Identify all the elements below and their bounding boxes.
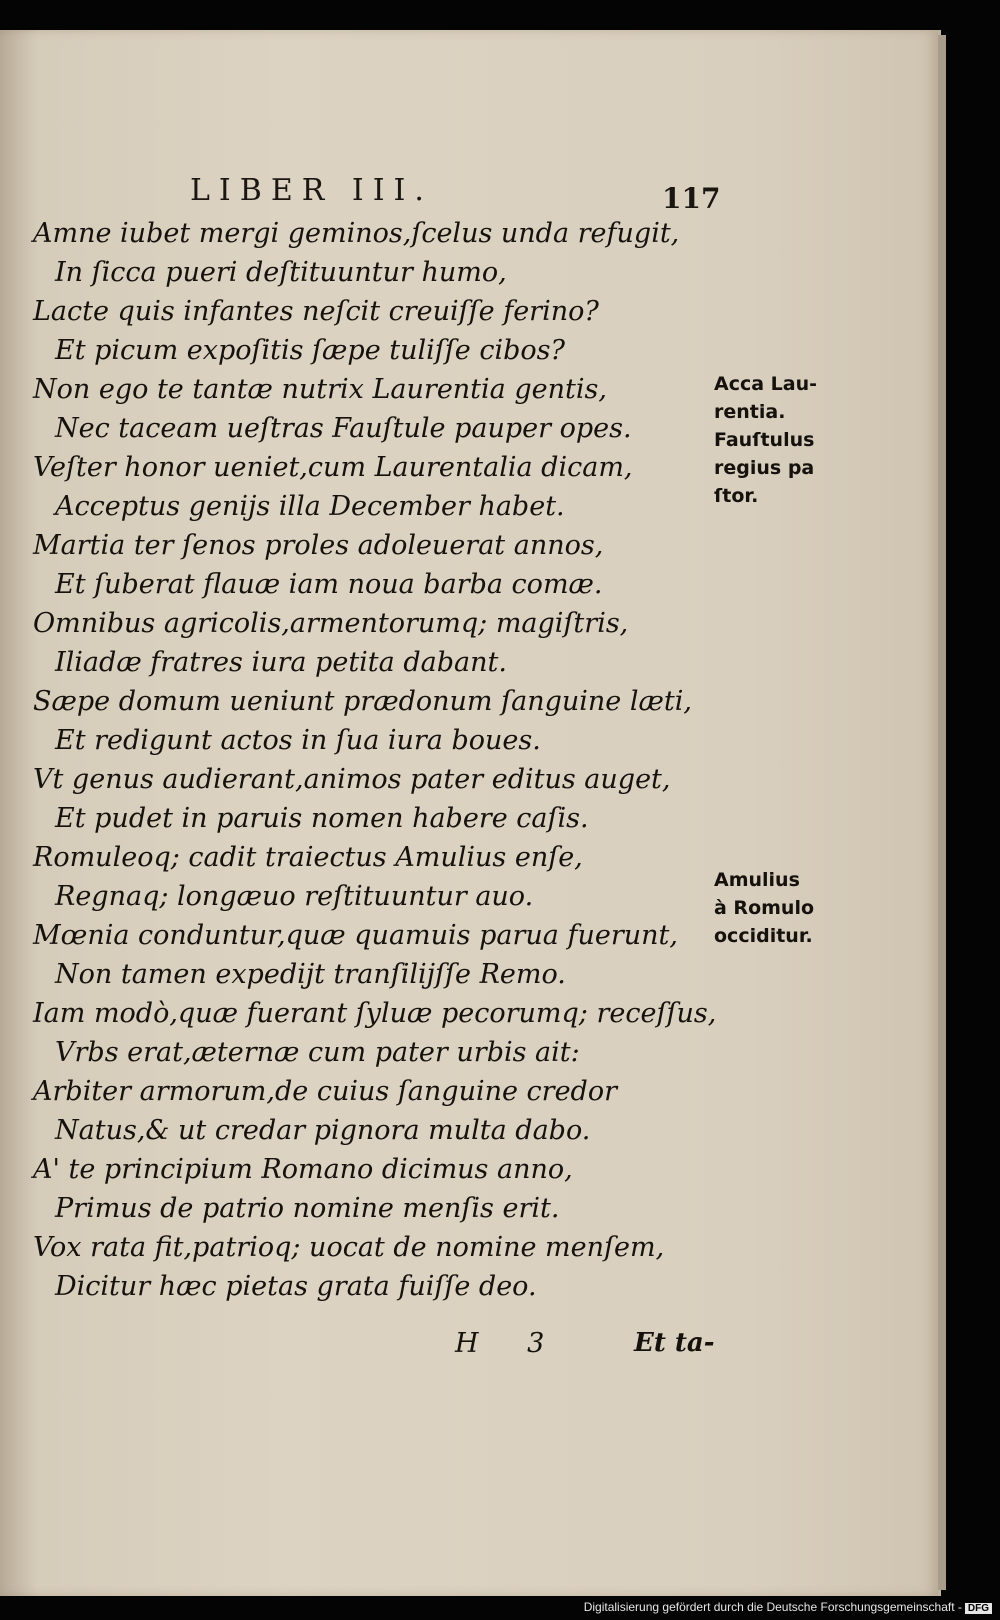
verse-line: Vrbs erat,æternæ cum pater urbis ait: <box>55 1037 580 1068</box>
verse-line: Vox rata fit,patrioq; uocat de nomine menſem, <box>33 1232 665 1263</box>
verse-line: Non tamen expedijt tranſilijſſe Remo. <box>55 959 566 990</box>
credit-text: Digitalisierung gefördert durch die Deutsche Forschungsgemeinschaft - <box>583 1600 962 1614</box>
margin-note-line: ſtor. <box>714 485 759 507</box>
verse-line: Martia ter ſenos proles adoleuerat annos, <box>33 530 604 561</box>
verse-line: Regnaq; longæuo reſtituuntur auo. <box>55 881 534 912</box>
margin-note-line: regius pa <box>714 457 815 479</box>
verse-line: Vt genus audierant,animos pater editus auget, <box>33 764 671 795</box>
verse-line: Amne iubet mergi geminos,ſcelus unda refugit, <box>33 218 680 249</box>
verse-line: Iam modò,quæ fuerant ſyluæ pecorumq; receſſus, <box>33 998 717 1029</box>
margin-note-line: occiditur. <box>714 925 813 947</box>
verse-line: Romuleoq; cadit traiectus Amulius enſe, <box>33 842 583 873</box>
verse-line: Nec taceam ueſtras Fauſtule pauper opes. <box>55 413 632 444</box>
verse-line: In ſicca pueri deſtituuntur humo, <box>55 257 507 288</box>
digitization-credit <box>584 1600 992 1614</box>
margin-note-amulius <box>714 866 814 950</box>
signature-mark: H 3 <box>455 1328 545 1359</box>
verse-line: Dicitur hæc pietas grata fuiſſe deo. <box>55 1271 537 1302</box>
verse-line: Et redigunt actos in ſua iura boues. <box>55 725 541 756</box>
margin-note-line: rentia. <box>714 401 786 423</box>
verse-line: Et ſuberat flauæ iam noua barba comæ. <box>55 569 603 600</box>
verse-line: Veſter honor ueniet,cum Laurentalia dicam, <box>33 452 633 483</box>
verse-line: Primus de patrio nomine menſis erit. <box>55 1193 560 1224</box>
verse-line: Et picum expoſitis ſæpe tuliſſe cibos? <box>55 335 565 366</box>
verse-line: A' te principium Romano dicimus anno, <box>33 1154 573 1185</box>
verse-line: Omnibus agricolis,armentorumq; magiſtris, <box>33 608 629 639</box>
verse-line: Acceptus genijs illa December habet. <box>55 491 565 522</box>
dfg-logo: DFG <box>965 1603 992 1614</box>
verse-line: Natus,& ut credar pignora multa dabo. <box>55 1115 591 1146</box>
verse-block <box>0 214 717 1306</box>
margin-note-line: Fauſtulus <box>714 429 815 451</box>
page-edge <box>938 35 946 1590</box>
verse-line: Et pudet in paruis nomen habere caſis. <box>55 803 589 834</box>
margin-note-acca-larentia <box>714 370 817 510</box>
book-page <box>0 30 941 1596</box>
verse-line: Non ego te tantæ nutrix Laurentia gentis, <box>33 374 607 405</box>
verse-line: Arbiter armorum,de cuius ſanguine credor <box>33 1076 617 1107</box>
verse-line: Mœnia conduntur,quæ quamuis parua fuerunt, <box>33 920 678 951</box>
verse-line: Lacte quis infantes neſcit creuiſſe ferino? <box>33 296 599 327</box>
margin-note-line: Acca Lau- <box>714 373 818 395</box>
catchword: Et ta- <box>634 1328 715 1358</box>
running-title: LIBER III. <box>190 173 433 208</box>
margin-note-line: à Romulo <box>714 897 815 919</box>
margin-note-line: Amulius <box>714 869 800 891</box>
verse-line: Iliadæ fratres iura petita dabant. <box>55 647 507 678</box>
verse-line: Sæpe domum ueniunt prædonum ſanguine læti, <box>33 686 692 717</box>
page-number: 117 <box>662 182 721 215</box>
